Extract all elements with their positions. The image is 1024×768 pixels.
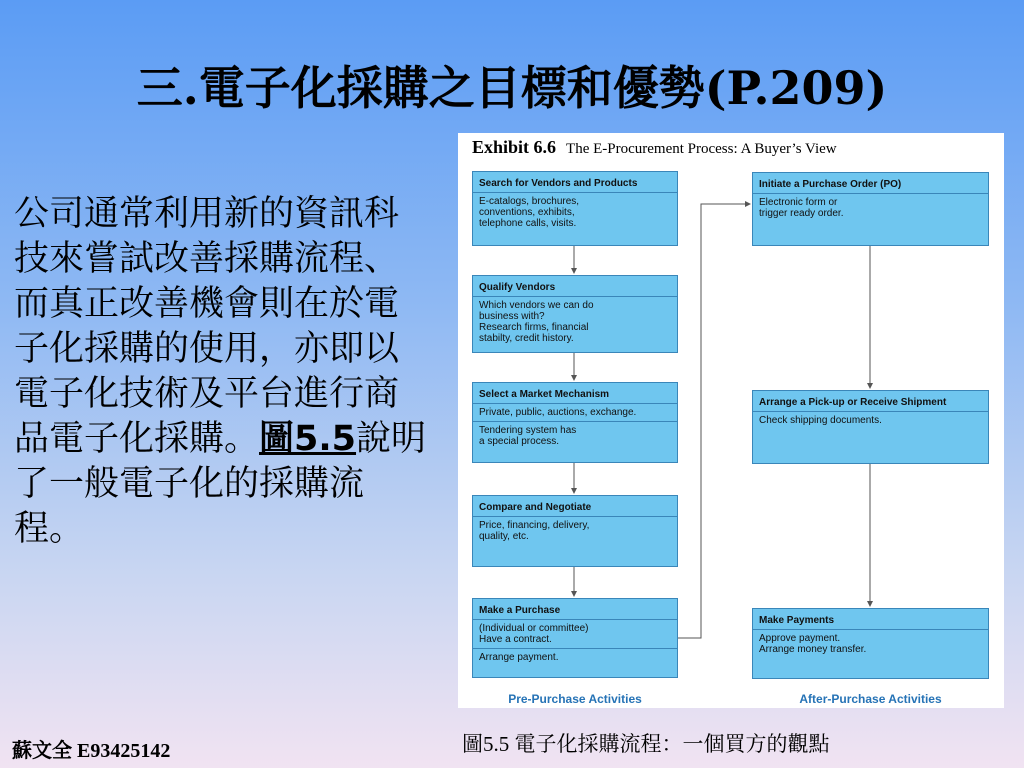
box-detail: Tendering system has a special process. bbox=[473, 421, 677, 450]
box-detail: (Individual or committee) Have a contract. bbox=[479, 623, 589, 645]
box-select-market bbox=[472, 382, 678, 463]
box-compare-negotiate bbox=[472, 495, 678, 567]
box-initiate-po bbox=[752, 172, 989, 246]
figure-caption: 圖5.5 電子化採購流程：一個買方的觀點 bbox=[462, 732, 830, 756]
exhibit-title: The E-Procurement Process: A Buyer’s View bbox=[566, 141, 837, 157]
slide-title: 三.電子化採購之目標和優勢(P.209) bbox=[136, 61, 888, 115]
arrow-purchase-to-po bbox=[678, 204, 750, 638]
box-title: Compare and Negotiate bbox=[473, 496, 677, 517]
box-title: Qualify Vendors bbox=[473, 276, 677, 297]
box-title: Make Payments bbox=[753, 609, 988, 630]
pre-purchase-label: Pre-Purchase Activities bbox=[508, 692, 642, 706]
box-title: Arrange a Pick-up or Receive Shipment bbox=[753, 391, 988, 412]
box-detail: E-catalogs, brochures, conventions, exhibits, telephone calls, visits. bbox=[479, 196, 580, 229]
box-title: Initiate a Purchase Order (PO) bbox=[753, 173, 988, 194]
box-make-purchase bbox=[472, 598, 678, 678]
figure-reference: 圖5.5 bbox=[259, 419, 357, 459]
exhibit-label: Exhibit 6.6 bbox=[472, 137, 557, 157]
body-paragraph bbox=[14, 192, 432, 552]
box-detail: Approve payment. Arrange money transfer. bbox=[759, 633, 867, 655]
body-text-before: 公司通常利用新的資訊科技來嘗試改善採購流程、而真正改善機會則在於電子化採購的使用，亦即以電子化技術及平台進行商品電子化採購。 bbox=[14, 194, 400, 459]
box-detail: Check shipping documents. bbox=[759, 415, 882, 426]
box-title: Search for Vendors and Products bbox=[473, 172, 677, 193]
after-purchase-label: After-Purchase Activities bbox=[799, 692, 942, 706]
box-qualify-vendors bbox=[472, 275, 678, 353]
box-receive-shipment bbox=[752, 390, 989, 464]
box-search-vendors bbox=[472, 171, 678, 246]
exhibit-figure bbox=[458, 133, 1004, 708]
box-title: Select a Market Mechanism bbox=[473, 383, 677, 404]
author-footer: 蘇文全 E93425142 bbox=[12, 740, 171, 762]
box-title: Make a Purchase bbox=[473, 599, 677, 620]
body-text-after: 說明了一般電子化的採購流程。 bbox=[14, 419, 427, 549]
box-make-payments bbox=[752, 608, 989, 679]
box-detail: Price, financing, delivery, quality, etc. bbox=[479, 520, 590, 542]
box-detail: Private, public, auctions, exchange. bbox=[479, 407, 637, 418]
box-detail: Which vendors we can do business with? Research firms, financial stabilty, credit history. bbox=[479, 300, 594, 344]
box-detail: Electronic form or trigger ready order. bbox=[759, 197, 844, 219]
box-detail: Arrange payment. bbox=[473, 648, 677, 666]
